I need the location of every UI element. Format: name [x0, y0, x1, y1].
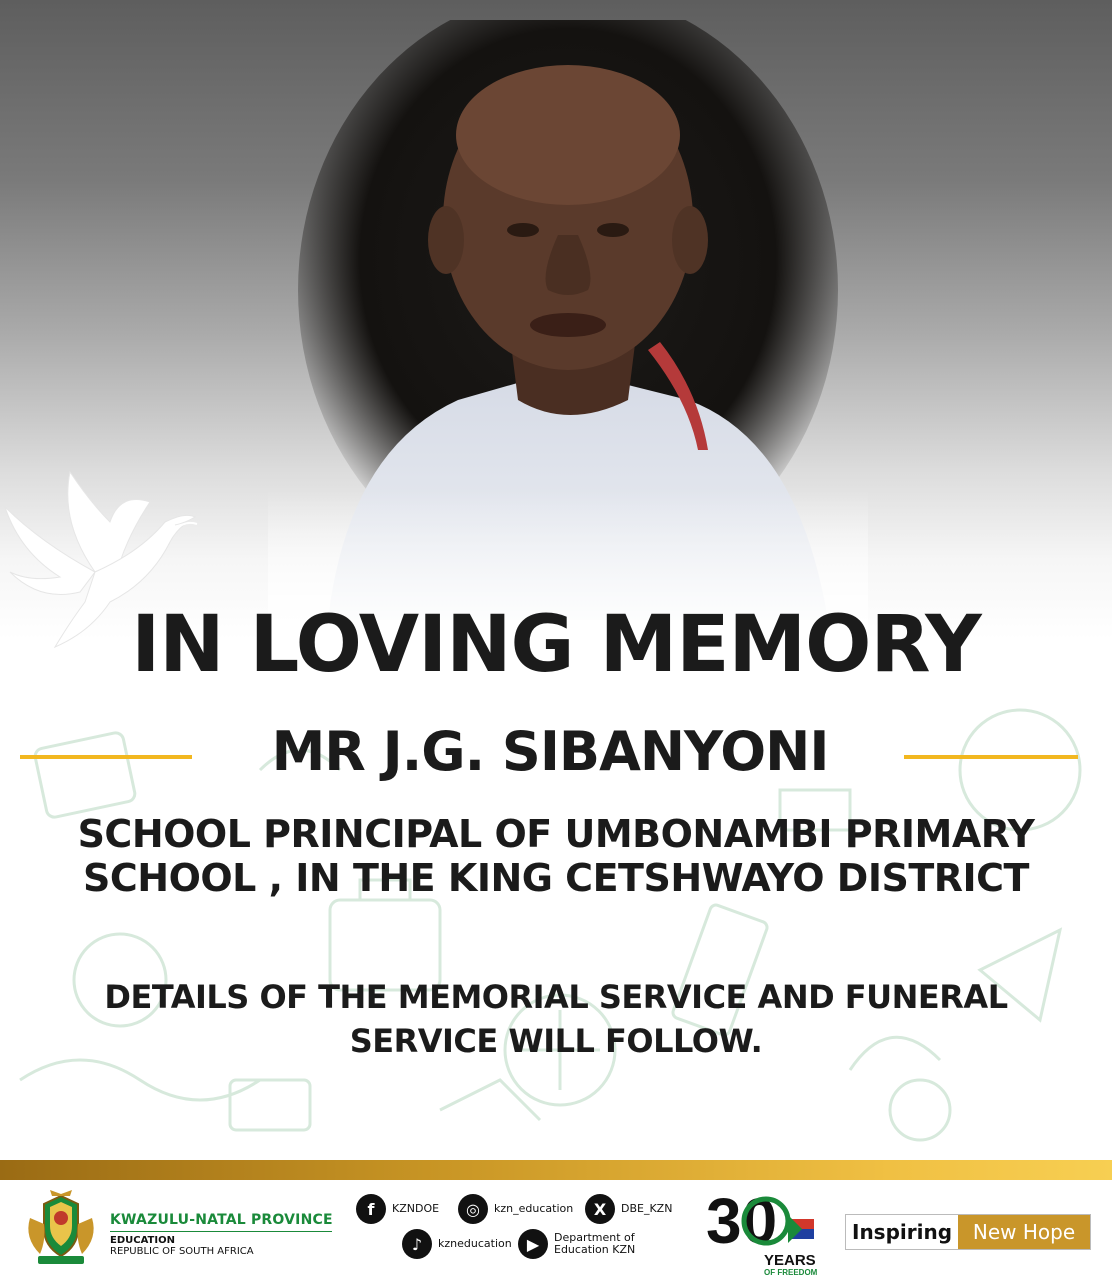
province-name: KWAZULU-NATAL PROVINCE: [110, 1212, 333, 1228]
gold-rule-right: [904, 755, 1078, 759]
social-handle-line: Department of: [554, 1231, 635, 1244]
name-row: [0, 720, 1112, 790]
slogan-second: New Hope: [958, 1215, 1090, 1249]
tiktok-icon: ♪: [402, 1229, 432, 1259]
slogan-first: Inspiring: [846, 1215, 958, 1249]
province-block: [110, 1212, 333, 1257]
thirty-years-logo: [704, 1185, 824, 1277]
social-facebook[interactable]: [356, 1194, 439, 1224]
social-handle-line: Education KZN: [554, 1243, 636, 1256]
headline: IN LOVING MEMORY: [131, 600, 981, 690]
social-handle: KZNDOE: [392, 1202, 440, 1215]
social-instagram[interactable]: [458, 1194, 573, 1224]
instagram-icon: ◎: [458, 1194, 488, 1224]
x-icon: X: [585, 1194, 615, 1224]
details-line: DETAILS OF THE MEMORIAL SERVICE AND FUNERAL: [104, 978, 1008, 1016]
role-line: SCHOOL , IN THE KING CETSHWAYO DISTRICT: [83, 856, 1029, 900]
social-handle: DBE_KZN: [621, 1202, 673, 1215]
social-tiktok[interactable]: [402, 1229, 512, 1259]
gold-divider-bar: [0, 1160, 1112, 1180]
social-x[interactable]: [585, 1194, 672, 1224]
province-crest-icon: [20, 1188, 102, 1268]
anniversary-years: YEARS: [764, 1252, 816, 1269]
department-name: EDUCATION: [110, 1235, 175, 1246]
slogan-badge: [845, 1214, 1091, 1250]
anniversary-number: 30: [706, 1185, 778, 1257]
province-divider: [110, 1231, 332, 1232]
social-handle: kzn_education: [494, 1202, 574, 1215]
gold-rule-left: [20, 755, 192, 759]
social-youtube[interactable]: [518, 1229, 635, 1259]
role-description: [0, 812, 1112, 900]
deceased-name: MR J.G. SIBANYONI: [271, 720, 829, 783]
anniversary-subtitle: OF FREEDOM: [764, 1268, 818, 1277]
footer: [0, 1180, 1112, 1280]
role-line: SCHOOL PRINCIPAL OF UMBONAMBI PRIMARY: [77, 812, 1035, 856]
social-handle: [554, 1232, 635, 1256]
youtube-icon: ▶: [518, 1229, 548, 1259]
social-handle: kzneducation: [438, 1237, 512, 1250]
service-details: [0, 975, 1112, 1063]
portrait-photo: [268, 20, 868, 640]
facebook-icon: f: [356, 1194, 386, 1224]
details-line: SERVICE WILL FOLLOW.: [349, 1022, 763, 1060]
country-name: REPUBLIC OF SOUTH AFRICA: [110, 1246, 254, 1257]
